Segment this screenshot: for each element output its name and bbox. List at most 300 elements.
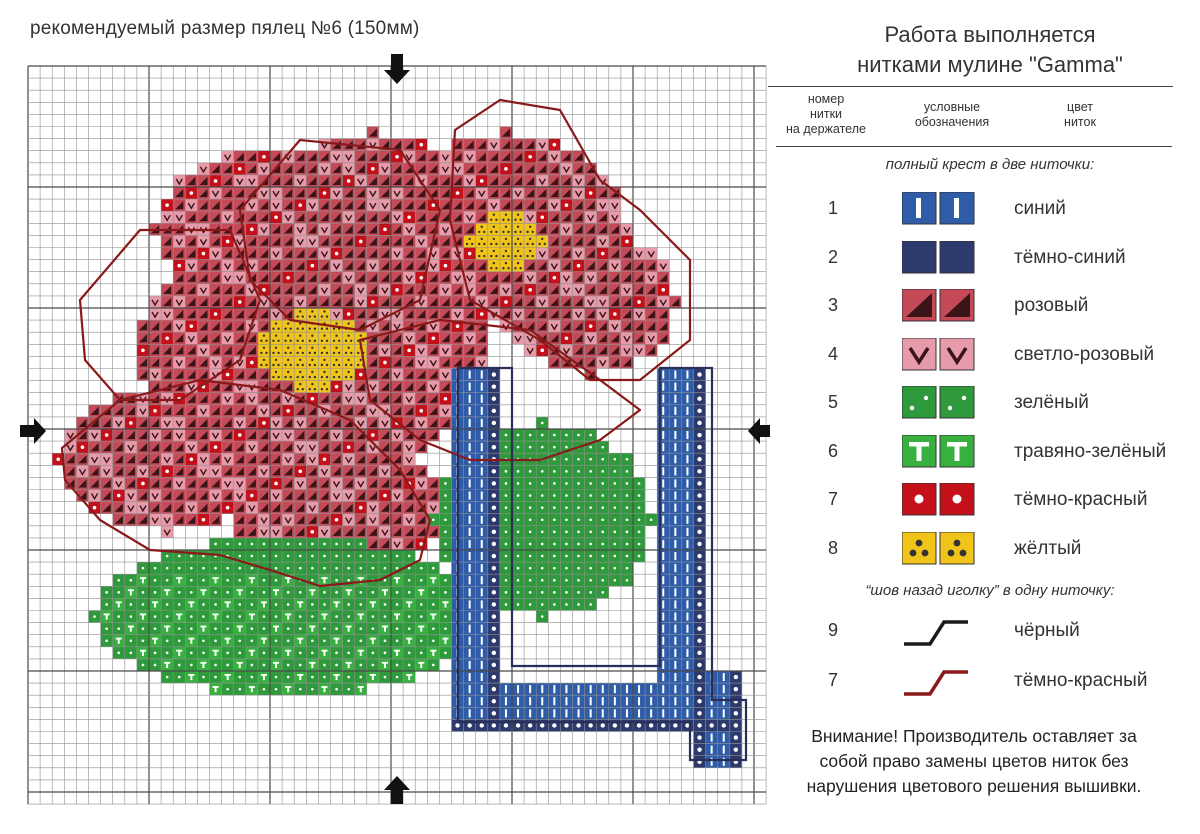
stitch-cell	[137, 490, 149, 502]
stitch-cell	[64, 465, 76, 477]
stitch-cell	[597, 284, 609, 296]
stitch-cell	[536, 235, 548, 247]
stitch-cell	[367, 538, 379, 550]
stitch-cell	[222, 284, 234, 296]
stitch-cell	[548, 356, 560, 368]
stitch-cell	[452, 199, 464, 211]
stitch-cell	[318, 381, 330, 393]
stitch-cell	[512, 235, 524, 247]
stitch-cell	[161, 369, 173, 381]
column-header-color	[1030, 100, 1130, 130]
stitch-cell	[355, 465, 367, 477]
stitch-cell	[306, 163, 318, 175]
stitch-cell	[258, 356, 270, 368]
stitch-cell	[391, 514, 403, 526]
stitch-cell	[476, 235, 488, 247]
stitch-cell	[609, 332, 621, 344]
center-arrow-icon	[384, 54, 410, 84]
stitch-cell	[645, 296, 657, 308]
stitch-cell	[270, 332, 282, 344]
stitch-cell	[609, 284, 621, 296]
stitch-cell	[367, 223, 379, 235]
column-header-number-line: номер	[807, 92, 845, 106]
stitch-cell	[427, 344, 439, 356]
stitch-cell	[246, 465, 258, 477]
stitch-cell	[270, 344, 282, 356]
stitch-cell	[270, 369, 282, 381]
stitch-cell	[367, 453, 379, 465]
stitch-cell	[270, 356, 282, 368]
stitch-cell	[524, 308, 536, 320]
stitch-cell	[306, 284, 318, 296]
stitch-cell	[282, 332, 294, 344]
stitch-cell	[270, 405, 282, 417]
stitch-cell	[306, 465, 318, 477]
stitch-cell	[270, 223, 282, 235]
stitch-cell	[524, 199, 536, 211]
chart-fills	[52, 127, 742, 768]
stitch-cell	[452, 344, 464, 356]
stitch-cell	[270, 320, 282, 332]
thread-color-name: зелёный	[1014, 392, 1089, 413]
stitch-cell	[222, 429, 234, 441]
stitch-cell	[306, 175, 318, 187]
stitch-cell	[331, 344, 343, 356]
stitch-cell	[488, 272, 500, 284]
stitch-cell	[427, 405, 439, 417]
stitch-cell	[488, 187, 500, 199]
stitch-cell	[391, 223, 403, 235]
stitch-cell	[113, 405, 125, 417]
stitch-cell	[331, 235, 343, 247]
stitch-cell	[548, 187, 560, 199]
stitch-cell	[500, 223, 512, 235]
stitch-cell	[185, 429, 197, 441]
stitch-cell	[197, 308, 209, 320]
thread-number: 3	[828, 295, 839, 315]
stitch-cell	[185, 284, 197, 296]
legend-title-line-1: Работа выполняется	[884, 22, 1096, 47]
stitch-cell	[367, 272, 379, 284]
stitch-cell	[500, 260, 512, 272]
warning-line-2: собой право замены цветов ниток без	[819, 751, 1129, 771]
stitch-cell	[173, 405, 185, 417]
stitch-cell	[524, 187, 536, 199]
stitch-cell	[113, 465, 125, 477]
stitch-cell	[585, 235, 597, 247]
diagonal-triangle-icon	[902, 289, 976, 323]
stitch-cell	[258, 344, 270, 356]
stitch-cell	[585, 248, 597, 260]
stitch-cell	[318, 344, 330, 356]
stitch-cell	[391, 344, 403, 356]
stitch-cell	[306, 211, 318, 223]
backstitch-line-icon	[902, 614, 972, 650]
stitch-cell	[585, 308, 597, 320]
stitch-cell	[476, 284, 488, 296]
stitch-cell	[197, 490, 209, 502]
legend-row	[780, 386, 1200, 422]
stitch-cell	[185, 465, 197, 477]
stitch-cell	[427, 163, 439, 175]
stitch-cell	[234, 369, 246, 381]
stitch-cell	[500, 211, 512, 223]
hoop-size-note: рекомендуемый размер пялец №6 (150мм)	[30, 18, 420, 39]
stitch-cell	[294, 344, 306, 356]
stitch-cell	[282, 344, 294, 356]
stitch-cell	[331, 356, 343, 368]
stitch-cell	[427, 490, 439, 502]
header-rule-top	[768, 86, 1173, 87]
stitch-cell	[488, 151, 500, 163]
stitch-cell	[355, 308, 367, 320]
stitch-cell	[294, 284, 306, 296]
stitch-cell	[318, 308, 330, 320]
stitch-cell	[331, 175, 343, 187]
stitch-cell	[633, 284, 645, 296]
stitch-cell	[149, 465, 161, 477]
stitch-cell	[488, 260, 500, 272]
stitch-cell	[270, 151, 282, 163]
stitch-cell	[367, 369, 379, 381]
stitch-cell	[331, 465, 343, 477]
stitch-cell	[512, 284, 524, 296]
warning-line-3: нарушения цветового решения вышивки.	[806, 776, 1142, 796]
column-header-number-line: на держателе	[786, 122, 866, 136]
stitch-cell	[173, 284, 185, 296]
stitch-cell	[548, 248, 560, 260]
stitch-cell	[331, 199, 343, 211]
stitch-cell	[488, 284, 500, 296]
stitch-cell	[331, 272, 343, 284]
header-rule-bottom	[776, 146, 1172, 147]
dots-icon	[902, 386, 976, 420]
stitch-cell	[173, 308, 185, 320]
thread-number: 4	[828, 343, 839, 364]
stitch-cell	[331, 163, 343, 175]
circle-dot-icon	[902, 483, 976, 517]
stitch-cell	[524, 175, 536, 187]
stitch-cell	[222, 344, 234, 356]
stitch-cell	[294, 332, 306, 344]
stitch-cell	[488, 175, 500, 187]
stitch-cell	[427, 393, 439, 405]
stitch-cell	[391, 393, 403, 405]
stitch-cell	[197, 429, 209, 441]
stitch-cell	[234, 284, 246, 296]
stitch-cell	[125, 405, 137, 417]
stitch-cell	[585, 284, 597, 296]
stitch-cell	[512, 260, 524, 272]
stitch-cell	[391, 163, 403, 175]
stitch-cell	[185, 490, 197, 502]
stitch-cell	[621, 308, 633, 320]
stitch-cell	[415, 465, 427, 477]
stitch-cell	[185, 405, 197, 417]
legend-row	[780, 192, 1200, 228]
stitch-cell	[427, 429, 439, 441]
stitch-cell	[657, 308, 669, 320]
stitch-cell	[101, 490, 113, 502]
stitch-cell	[222, 465, 234, 477]
thread-color-name: тёмно-синий	[1014, 246, 1126, 268]
stitch-cell	[222, 490, 234, 502]
stitch-cell	[331, 332, 343, 344]
stitch-cell	[585, 344, 597, 356]
stitch-cell	[343, 526, 355, 538]
stitch-cell	[524, 260, 536, 272]
stitch-cell	[306, 332, 318, 344]
stitch-cell	[270, 465, 282, 477]
stitch-cell	[137, 429, 149, 441]
stitch-cell	[306, 272, 318, 284]
stitch-cell	[343, 320, 355, 332]
backstitch-note: “шов назад иголку” в одну ниточку:	[865, 582, 1115, 599]
stitch-cell	[367, 151, 379, 163]
warning-line-1: Внимание! Производитель оставляет за	[811, 726, 1137, 746]
stitch-cell	[391, 235, 403, 247]
stitch-cell	[270, 272, 282, 284]
legend-row	[780, 483, 1200, 519]
stitch-cell	[294, 369, 306, 381]
stitch-cell	[415, 369, 427, 381]
stitch-cell	[427, 151, 439, 163]
thread-number: 7	[828, 489, 839, 509]
stitch-cell	[270, 514, 282, 526]
thread-number: 2	[828, 246, 839, 267]
thread-color-name: тёмно-красный	[1014, 489, 1148, 510]
thread-color-name: тёмно-красный	[1014, 670, 1148, 691]
stitch-cell	[512, 248, 524, 260]
stitch-cell	[137, 369, 149, 381]
stitch-cell	[367, 211, 379, 223]
stitch-cell	[488, 163, 500, 175]
stitch-cell	[488, 223, 500, 235]
stitch-cell	[367, 235, 379, 247]
stitch-cell	[645, 284, 657, 296]
stitch-cell	[331, 284, 343, 296]
stitch-cell	[210, 344, 222, 356]
stitch-cell	[452, 284, 464, 296]
stitch-cell	[343, 369, 355, 381]
stitch-cell	[173, 344, 185, 356]
column-header-symbol-line: условные	[923, 100, 981, 114]
stitch-cell	[476, 248, 488, 260]
stitch-cell	[294, 381, 306, 393]
legend-title-line-2: нитками мулине "Gamma"	[857, 52, 1123, 77]
stitch-cell	[548, 211, 560, 223]
stitch-cell	[367, 490, 379, 502]
full-cross-note: полный крест в две ниточки:	[885, 156, 1095, 173]
stitch-cell	[197, 369, 209, 381]
stitch-cell	[476, 223, 488, 235]
stitch-cell	[391, 332, 403, 344]
thread-color-name: чёрный	[1014, 620, 1080, 641]
stitch-cell	[367, 308, 379, 320]
stitch-cell	[234, 465, 246, 477]
stitch-cell	[89, 465, 101, 477]
stitch-cell	[645, 320, 657, 332]
stitch-cell	[367, 526, 379, 538]
stitch-cell	[222, 308, 234, 320]
stitch-cell	[234, 526, 246, 538]
stitch-cell	[318, 356, 330, 368]
stitch-cell	[331, 453, 343, 465]
center-arrow-icon	[20, 418, 46, 444]
stitch-cell	[367, 465, 379, 477]
stitch-cell	[391, 175, 403, 187]
stitch-cell	[246, 526, 258, 538]
stitch-cell	[548, 235, 560, 247]
stitch-cell	[76, 453, 88, 465]
bar-icon	[902, 192, 976, 226]
stitch-cell	[306, 381, 318, 393]
stitch-cell	[173, 465, 185, 477]
stitch-cell	[161, 284, 173, 296]
stitch-cell	[367, 248, 379, 260]
center-arrow-icon	[748, 418, 770, 444]
stitch-cell	[427, 272, 439, 284]
stitch-cell	[331, 223, 343, 235]
thread-color-name: травяно-зелёный	[1014, 440, 1167, 462]
stitch-cell	[488, 211, 500, 223]
legend-row	[780, 241, 1200, 277]
stitch-cell	[306, 223, 318, 235]
stitch-cell	[548, 163, 560, 175]
stitch-cell	[246, 405, 258, 417]
stitch-cell	[524, 235, 536, 247]
stitch-cell	[452, 332, 464, 344]
stitch-cell	[306, 187, 318, 199]
thread-number: 6	[828, 440, 839, 461]
stitch-cell	[585, 199, 597, 211]
stitch-cell	[367, 175, 379, 187]
stitch-cell	[294, 490, 306, 502]
column-header-number	[770, 92, 882, 137]
backstitch-line-icon	[902, 664, 972, 700]
stitch-cell	[609, 344, 621, 356]
stitch-cell	[548, 332, 560, 344]
stitch-cell	[282, 320, 294, 332]
stitch-cell	[270, 284, 282, 296]
stitch-cell	[161, 344, 173, 356]
stitch-cell	[427, 175, 439, 187]
stitch-cell	[524, 296, 536, 308]
stitch-cell	[306, 308, 318, 320]
stitch-cell	[246, 369, 258, 381]
thread-number: 5	[828, 392, 839, 412]
stitch-cell	[548, 284, 560, 296]
stitch-cell	[585, 260, 597, 272]
stitch-cell	[476, 344, 488, 356]
stitch-cell	[282, 369, 294, 381]
stitch-cell	[536, 284, 548, 296]
crescent-icon	[902, 241, 976, 275]
thread-color-name: розовый	[1014, 295, 1089, 316]
stitch-cell	[270, 393, 282, 405]
column-header-symbol-line: обозначения	[914, 115, 990, 129]
stitch-cell	[548, 175, 560, 187]
stitch-cell	[306, 429, 318, 441]
thread-number: 7	[828, 670, 839, 690]
stitch-cell	[306, 151, 318, 163]
warning-note	[770, 724, 1178, 799]
stitch-cell	[125, 429, 137, 441]
stitch-cell	[427, 308, 439, 320]
stitch-cell	[282, 356, 294, 368]
stitch-cell	[185, 369, 197, 381]
stitch-cell	[548, 296, 560, 308]
stitch-cell	[645, 260, 657, 272]
stitch-cell	[609, 356, 621, 368]
stitch-cell	[367, 344, 379, 356]
stitch-cell	[161, 405, 173, 417]
stitch-cell	[355, 526, 367, 538]
stitch-cell	[609, 248, 621, 260]
stitch-cell	[524, 139, 536, 151]
stitch-cell	[234, 405, 246, 417]
stitch-cell	[548, 223, 560, 235]
stitch-cell	[331, 526, 343, 538]
column-header-color-line: цвет	[1067, 100, 1093, 114]
stitch-cell	[331, 393, 343, 405]
stitch-cell	[294, 429, 306, 441]
backstitch-row	[780, 664, 1200, 700]
column-header-number-line: нитки	[809, 107, 843, 121]
stitch-cell	[270, 235, 282, 247]
thread-number: 8	[828, 537, 839, 558]
thread-number: 9	[828, 620, 839, 640]
stitch-cell	[500, 248, 512, 260]
stitch-cell	[306, 356, 318, 368]
stitch-cell	[294, 526, 306, 538]
stitch-cell	[173, 369, 185, 381]
stitch-cell	[331, 369, 343, 381]
stitch-cell	[524, 223, 536, 235]
stitch-cell	[609, 235, 621, 247]
legend-row	[780, 532, 1200, 568]
stitch-cell	[234, 308, 246, 320]
stitch-cell	[318, 332, 330, 344]
stitch-cell	[488, 235, 500, 247]
stitch-cell	[573, 344, 585, 356]
stitch-cell	[645, 344, 657, 356]
stitch-cell	[149, 344, 161, 356]
column-header-color-line: ниток	[1064, 115, 1096, 129]
stitch-cell	[343, 344, 355, 356]
stitch-cell	[609, 223, 621, 235]
stitch-cell	[391, 199, 403, 211]
stitch-cell	[258, 332, 270, 344]
stitch-cell	[367, 284, 379, 296]
stitch-cell	[210, 405, 222, 417]
stitch-cell	[512, 223, 524, 235]
stitch-cell	[609, 296, 621, 308]
stitch-cell	[609, 272, 621, 284]
stitch-cell	[270, 175, 282, 187]
stitch-cell	[282, 526, 294, 538]
stitch-cell	[500, 235, 512, 247]
thread-color-name: светло-розовый	[1014, 343, 1155, 365]
stitch-cell	[452, 211, 464, 223]
stitch-cell	[427, 284, 439, 296]
stitch-cell	[355, 490, 367, 502]
v-mark-icon	[902, 338, 976, 372]
legend-title	[780, 20, 1200, 80]
stitch-cell	[318, 369, 330, 381]
stitch-cell	[464, 235, 476, 247]
thread-color-name: синий	[1014, 198, 1066, 219]
